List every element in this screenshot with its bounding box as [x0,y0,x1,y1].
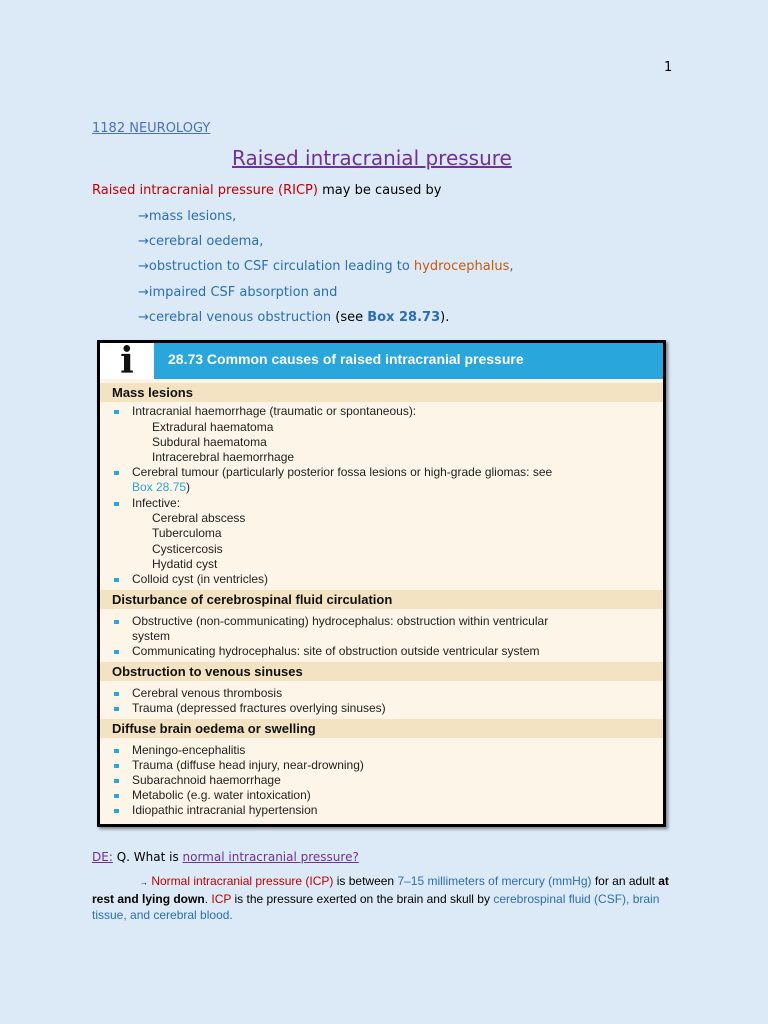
de-tag[interactable]: DE: [92,850,113,864]
box-ref-28-75[interactable]: Box 28.75 [132,480,187,494]
box-subitem: Cerebral abscess [152,511,246,525]
bold-phrase: at rest and lying down [92,874,669,906]
box-item: Intracranial haemorrhage (traumatic or spontaneous): [132,404,417,418]
cause-end: ). [440,310,450,325]
cause-item: →cerebral oedema, [138,234,264,249]
bullet-icon [114,809,119,813]
icp-range: 7–15 millimeters of mercury (mmHg) [397,874,592,888]
box-subitem: Subdural haematoma [152,435,267,449]
box-item: Trauma (depressed fractures overlying sinuses) [132,701,386,715]
box-subitem: Hydatid cyst [152,557,218,571]
box-item: Meningo-encephalitis [132,743,246,757]
cause-see: (see [331,310,368,325]
bullet-icon [114,707,119,711]
section-heading: Obstruction to venous sinuses [100,662,663,681]
bullet-icon [114,650,119,654]
cause-item [138,259,514,274]
arrow-icon: → [140,878,148,887]
bullet-icon [114,749,119,753]
page-number: 1 [664,60,673,75]
box-reference-link[interactable]: Box 28.73 [367,310,441,325]
info-icon: i [100,343,154,379]
cause-text: →obstruction to CSF circulation leading to [138,259,414,274]
box-item: Communicating hydrocephalus: site of obstruction outside ventricular system [132,644,540,658]
answer-paragraph [92,873,672,923]
bullet-icon [114,764,119,768]
page-title: Raised intracranial pressure [232,146,512,170]
box-item: Cerebral venous thrombosis [132,686,283,700]
bullet-icon [114,794,119,798]
answer-text: is between [333,874,398,888]
bullet-icon [114,410,119,414]
section-heading: Disturbance of cerebrospinal fluid circulation [100,590,663,609]
bullet-icon [114,471,119,475]
box-subitem: Intracerebral haemorrhage [152,450,295,464]
csf-phrase: cerebrospinal fluid (CSF), brain tissue, and cerebral blood. [92,892,660,922]
box-item: Subarachnoid haemorrhage [132,773,281,787]
bullet-icon [114,502,119,506]
question-prefix: Q. What is [112,850,183,864]
question-line [92,850,359,864]
answer-text: for an adult [591,874,659,888]
cause-tail: , [509,259,514,274]
cause-item [138,310,449,325]
causes-box-figure [97,340,666,827]
cause-item: →impaired CSF absorption and [138,285,338,300]
ricp-term: Raised intracranial pressure (RICP) [92,183,318,198]
bullet-icon [114,620,119,624]
box-subitem: Tuberculoma [152,526,222,540]
box-header [100,340,663,382]
box-item: Colloid cyst (in ventricles) [132,572,269,586]
answer-text: . [204,892,212,906]
box-item: Infective: [132,496,181,510]
box-item: Cerebral tumour (particularly posterior fossa lesions or high-grade gliomas: see [132,465,553,479]
box-item: Idiopathic intracranial hypertension [132,803,318,817]
box-title: 28.73 Common causes of raised intracranial pressure [168,351,524,367]
intro-rest: may be caused by [317,183,442,198]
question-link[interactable]: normal intracranial pressure? [182,850,359,864]
box-item [132,480,190,494]
box-ref-end: ) [186,480,191,494]
section-heading: Diffuse brain oedema or swelling [100,719,663,738]
box-item: Trauma (diffuse head injury, near-drowning) [132,758,364,772]
bullet-icon [114,578,119,582]
box-item: Obstructive (non-communicating) hydrocephalus: obstruction within ventricular [132,614,549,628]
intro-line [92,183,441,198]
box-subitem: Extradural haematoma [152,420,274,434]
box-item: Metabolic (e.g. water intoxication) [132,788,311,802]
cause-text: →cerebral venous obstruction [138,310,332,325]
normal-icp-term: Normal intracranial pressure (ICP) [151,874,334,888]
header-link-neurology[interactable]: 1182 NEUROLOGY [92,121,211,136]
section-heading: Mass lesions [100,383,663,402]
hydrocephalus-term: hydrocephalus [413,259,510,274]
cause-item: →mass lesions, [138,209,237,224]
box-subitem: Cysticercosis [152,542,223,556]
bullet-icon [114,779,119,783]
box-item: system [132,629,171,643]
answer-text: is the pressure exerted on the brain and skull by [231,892,494,906]
bullet-icon [114,692,119,696]
icp-abbrev: ICP [211,892,232,906]
